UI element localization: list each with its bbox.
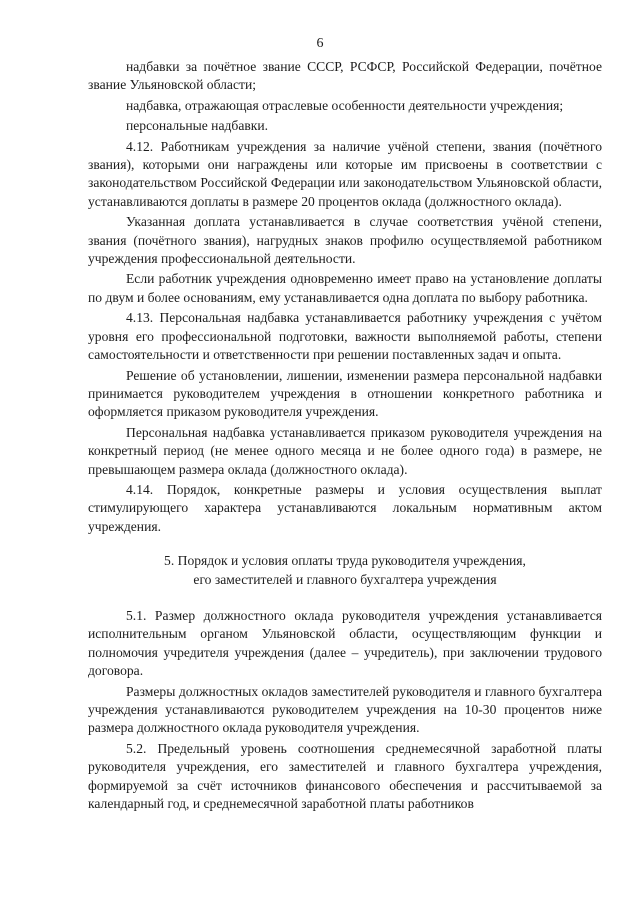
paragraph: 5.2. Предельный уровень соотношения среднемесячной заработной платы руководителя учреждения, его заместителей и главного бухгалтера учреждения, формируемой за счёт источников финансового обеспечения и рассчитываемой за календарный год, и среднемесячной заработной платы работников — [88, 740, 602, 812]
page-number: 6 — [316, 36, 324, 51]
paragraph: Персональная надбавка устанавливается приказом руководителя учреждения на конкретный период (не менее одного месяца и не более одного года) в размере, не превышающем размера оклада (должностного оклада). — [88, 424, 602, 477]
section-heading-line-2: его заместителей и главного бухгалтера учреждения — [193, 571, 497, 587]
document-body — [88, 58, 602, 813]
paragraph: 4.14. Порядок, конкретные размеры и условия осуществления выплат стимулирующего характера устанавливаются локальным нормативным актом учреждения. — [88, 481, 602, 534]
paragraphs-after — [88, 607, 602, 813]
paragraph: Размеры должностных окладов заместителей руководителя и главного бухгалтера учреждения устанавливаются руководителем учреждения на 10-30 процентов ниже размера должностного оклада руководителя учреждения. — [88, 683, 602, 736]
paragraph: надбавки за почётное звание СССР, РСФСР, Российской Федерации, почётное звание Ульяновской области; — [88, 59, 602, 93]
paragraph: персональные надбавки. — [126, 118, 269, 134]
paragraph: 4.12. Работникам учреждения за наличие учёной степени, звания (почётного звания), которыми они награждены или которые им присвоены в соответствии с законодательством Российской Федерации или законодательством Ульяновской области, устанавливаются доплаты в размере 20 процентов оклада (должностного оклада). — [88, 138, 602, 209]
paragraph: Решение об установлении, лишении, изменении размера персональной надбавки принимается руководителем учреждения в отношении конкретного работника и оформляется приказом руководителя учреждения. — [88, 367, 602, 420]
paragraph: 5.1. Размер должностного оклада руководителя учреждения устанавливается исполнительным органом Ульяновской области, осуществляющим функции и полномочия учредителя учреждения (далее – учредитель), при заключении трудового договора. — [88, 607, 602, 679]
paragraph: 4.13. Персональная надбавка устанавливается работнику учреждения с учётом уровня его профессиональной подготовки, важности выполняемой работы, степени самостоятельности и ответственности при решении поставленных задач и опыта. — [88, 310, 602, 363]
paragraphs-before — [88, 58, 602, 536]
paragraph: Если работник учреждения одновременно имеет право на установление доплаты по двум и более основаниям, ему устанавливается одна доплата по выбору работника. — [88, 271, 602, 305]
paragraph: Указанная доплата устанавливается в случае соответствия учёной степени, звания (почётного звания), нагрудных знаков профилю осуществляемой работником учреждения профессиональной деятельности. — [88, 214, 602, 267]
paragraph: надбавка, отражающая отраслевые особенности деятельности учреждения; — [126, 97, 564, 113]
section-heading — [88, 552, 602, 589]
section-heading-line-1: 5. Порядок и условия оплаты труда руководителя учреждения, — [164, 553, 526, 569]
